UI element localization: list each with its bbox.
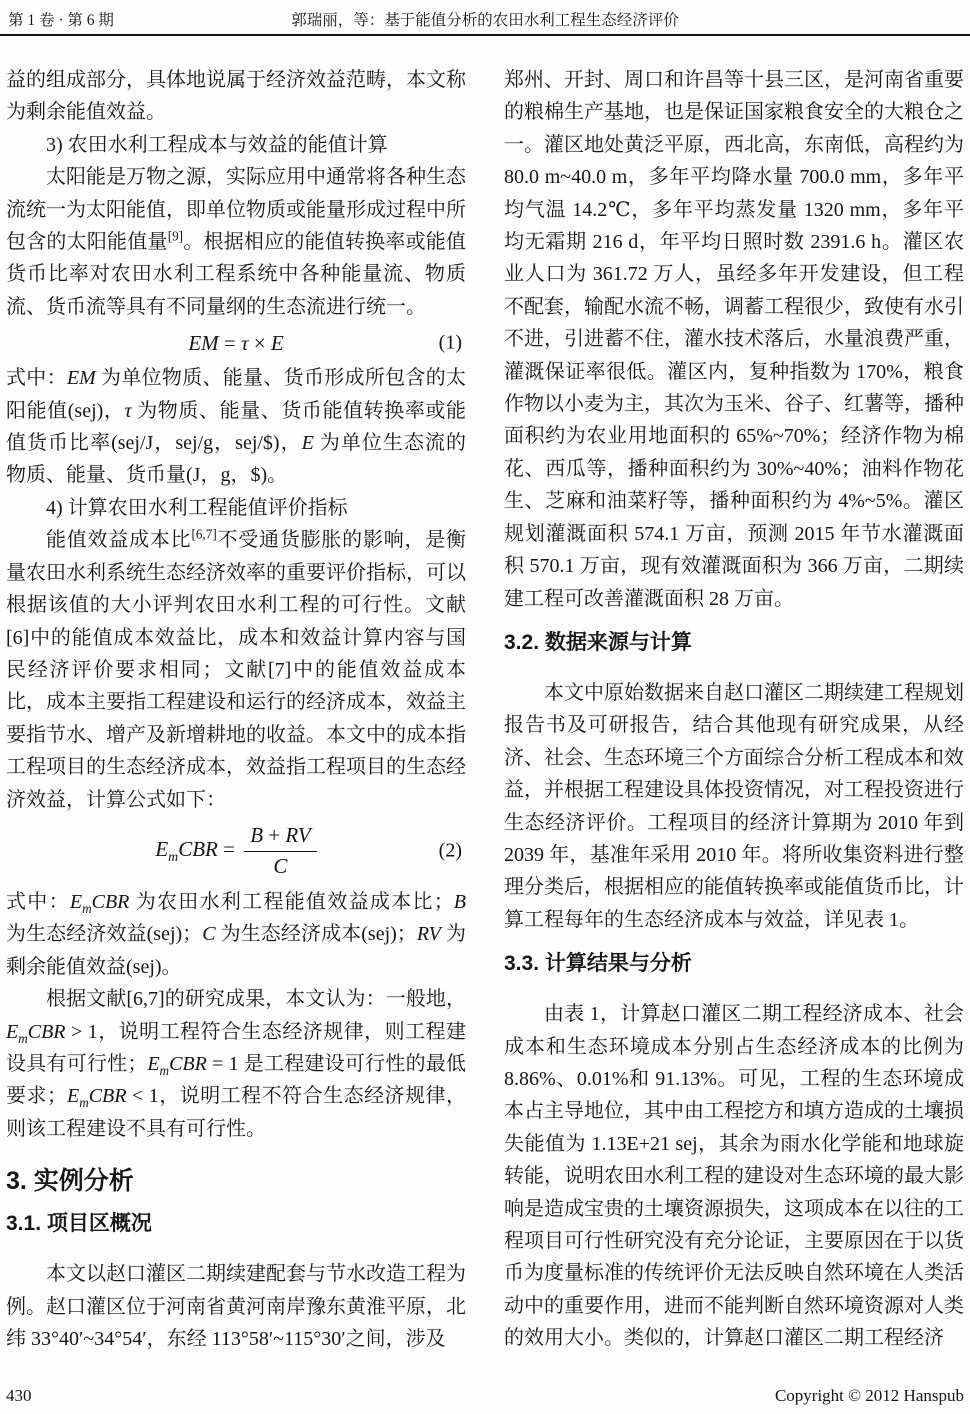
text-run: EM — [66, 367, 96, 390]
paragraph — [6, 64, 466, 129]
text-run: CBR — [91, 890, 130, 913]
text-run: m — [168, 848, 179, 864]
copyright: Copyright © 2012 Hanspub — [774, 1386, 964, 1405]
page-number: 430 — [6, 1386, 32, 1405]
section-heading: 3. 实例分析 — [6, 1167, 134, 1196]
text-run: 能值效益成本比 — [46, 529, 192, 552]
text-run: 式中： — [6, 367, 67, 390]
text-run: × — [248, 330, 271, 355]
text-run: RV — [416, 923, 441, 946]
text-run: 3) 农田水利工程成本与效益的能值计算 — [46, 133, 388, 156]
text-run: 式中： — [6, 890, 70, 913]
equation — [6, 819, 466, 883]
page-footer — [6, 1386, 964, 1406]
text-run: m — [79, 1095, 89, 1111]
header-rule — [0, 34, 970, 36]
equation-number: (1) — [438, 331, 462, 354]
text-run: 根据文献[6,7]的研究成果，本文认为：一般地， — [46, 988, 466, 1011]
equation-number: (2) — [438, 839, 462, 862]
text-run: 为生态经济效益(sej)； — [6, 923, 203, 946]
text-run: < 1，说明工程不符合生态经济规律，则该工程建设不具有可行性。 — [6, 1085, 466, 1140]
paragraph — [504, 677, 964, 936]
text-run: 为生态经济成本(sej)； — [215, 923, 417, 946]
text-run: 为单位生态流的物质、能量、货币量(J，g，$)。 — [6, 432, 466, 487]
text-run: = — [218, 330, 241, 355]
text-run: m — [82, 900, 92, 916]
text-run: + — [263, 822, 286, 847]
citation-superscript: [6,7] — [191, 526, 217, 542]
text-run: τ — [240, 330, 249, 355]
text-run: = 1 是工程建设可行性的最低要求； — [6, 1052, 467, 1108]
paragraph — [6, 524, 466, 816]
text-run: > 1，说明工程符合生态经济规律，则工程建设具有可行性； — [6, 1020, 466, 1075]
paragraph — [6, 983, 466, 1145]
subsection-heading: 3.3. 计算结果与分析 — [504, 952, 692, 976]
subsection-heading: 3.1. 项目区概况 — [6, 1212, 152, 1236]
text-run: RV — [285, 822, 311, 847]
fraction — [244, 821, 316, 881]
page-header — [6, 6, 964, 30]
text-run: B — [250, 822, 264, 847]
text-run: CBR — [169, 1052, 207, 1075]
journal-issue: 第 1 卷 · 第 6 期 — [8, 12, 114, 29]
text-run: E — [66, 1085, 80, 1108]
paragraph — [6, 1258, 466, 1355]
text-run: 为农田水利工程能值效益成本比； — [129, 890, 454, 913]
paragraph — [504, 64, 964, 615]
text-run: 太阳能是万物之源，实际应用中通常将各种生态流统一为太阳能值，即单位物质或能量形成过程中所包含的太阳能值量 — [6, 166, 466, 254]
text-run: CBR — [178, 836, 218, 861]
text-run: 益的组成部分，具体地说属于经济效益范畴，本文称为剩余能值效益。 — [6, 69, 466, 124]
left-column — [6, 64, 466, 1356]
right-column — [504, 64, 964, 1356]
text-run: = — [217, 836, 241, 861]
text-run: 为物质、能量、货币能值转换率或能值货币比率(sej/J，sej/g，sej/$)， — [6, 399, 466, 455]
text-run: E — [270, 330, 284, 355]
text-run: 4) 计算农田水利工程能值评价指标 — [46, 496, 348, 519]
paragraph — [6, 161, 466, 323]
text-run: τ — [124, 399, 132, 422]
equation — [6, 326, 466, 359]
text-run: 郑州、开封、周口和许昌等十县三区，是河南省重要的粮棉生产基地，也是保证国家粮食安全的大粮仓之一。灌区地处黄泛平原，西北高，东南低，高程约为 80.0 m~40.0 m，多年平均降水量 700.0 mm，多年平均气温 14.2℃，多年平均蒸发量 1320 mm，多年平均无霜期 216 d，年平均日照时数 2391.6 h。灌区农业人口为 361.72 万人，虽经多年开发建设，但工程不配套，输配水流不畅，调蓄工程很少，致使有水引不进，引进蓄不住，灌水技术落后，水量浪费严重，灌溉保证率很低。灌区内，复种指数为 170%，粮食作物以小麦为主，其次为玉米、谷子、红薯等，播种面积约为农业用地面积的 65%~70%；经济作物为棉花、西瓜等，播种面积约为 30%~40%；油料作物花生、芝麻和油菜籽等，播种面积约为 4%~5%。灌区规划灌溉面积 574.1 万亩，预测 2015 年节水灌溉面积 570.1 万亩，现有效灌溉面积为 366 万亩，二期续建工程可改善灌溉面积 28 万亩。 — [504, 69, 964, 610]
fraction-denominator — [244, 852, 316, 881]
text-run: 不受通货膨胀的影响，是衡量农田水利系统生态经济效率的重要评价指标，可以根据该值的大小评判农田水利工程的可行性。文献[6]中的能值成本效益比，成本和效益计算内容与国民经济评价要求相同；文献[7]中的能值效益成本比，成本主要指工程建设和运行的经济成本，效益主要指节水、增产及新增耕地的收益。本文中的成本指工程项目的生态经济成本，效益指工程项目的生态经济效益，计算公式如下： — [6, 529, 467, 811]
two-column-body — [6, 64, 964, 1356]
text-run: 为剩余能值效益(sej)。 — [6, 923, 466, 978]
running-title: 郭瑞丽，等：基于能值分析的农田水利工程生态经济评价 — [291, 12, 679, 29]
paragraph — [6, 362, 466, 492]
text-run: 。根据相应的能值转换率或能值货币比率对农田水利工程系统中各种能量流、物质流、货币流等具有不同量纲的生态流进行统一。 — [6, 231, 467, 318]
text-run: E — [6, 1020, 19, 1043]
text-run: m — [159, 1062, 170, 1078]
text-run: 由表 1，计算赵口灌区二期工程经济成本、社会成本和生态环境成本分别占生态经济成本的比例为 8.86%、0.01%和 91.13%。可见，工程的生态环境成本占主导地位，其中由工程挖方和填方造成的土壤损失能值为 1.13E+21 sej，其余为雨水化学能和地球旋转能，说明农田水利工程的建设对生态环境的最大影响是造成宝贵的土壤资源损失，这项成本在以往的工程项目可行性研究没有充分论证，主要原因在于以货币为度量标准的传统评价无法反映自然环境在人类活动中的重要作用，进而不能判断自然环境资源对人类的效用大小。类似的，计算赵口灌区二期工程经济 — [504, 1003, 964, 1350]
subsection-heading: 3.2. 数据来源与计算 — [504, 630, 692, 654]
paragraph — [6, 492, 466, 524]
text-run: m — [18, 1030, 28, 1046]
text-run: CBR — [88, 1085, 127, 1108]
text-run: E — [155, 836, 169, 861]
text-run: CBR — [27, 1020, 66, 1043]
text-run: 本文以赵口灌区二期续建配套与节水改造工程为例。赵口灌区位于河南省黄河南岸豫东黄淮平原，北纬 33°40′~34°54′，东经 113°58′~115°30′之间，涉及 — [6, 1263, 466, 1350]
text-run: E — [147, 1052, 160, 1075]
text-run: EM — [188, 330, 219, 355]
text-run: 本文中原始数据来自赵口灌区二期续建工程规划报告书及可研报告，结合其他现有研究成果，从经济、社会、生态环境三个方面综合分析工程成本和效益，并根据工程建设具体投资情况，对工程投资进行生态经济评价。工程项目的经济计算期为 2010 年到 2039 年，基准年采用 2010 年。将所收集资料进行整理分类后，根据相应的能值转换率或能值货币比，计算工程每年的生态经济成本与效益，详见表 1。 — [504, 681, 964, 931]
text-run: B — [453, 890, 466, 913]
text-run: 为单位物质、能量、货币形成所包含的太阳能值(sej)， — [6, 367, 467, 422]
paragraph — [6, 129, 466, 161]
fraction-numerator — [244, 821, 316, 852]
text-run: C — [202, 923, 216, 946]
equation-body — [188, 328, 283, 358]
citation-superscript: [9] — [167, 228, 184, 244]
paragraph — [6, 886, 466, 983]
text-run: E — [69, 890, 83, 913]
text-run: C — [273, 853, 288, 878]
text-run: E — [301, 432, 314, 455]
equation-body — [155, 819, 316, 883]
paragraph — [504, 998, 964, 1354]
